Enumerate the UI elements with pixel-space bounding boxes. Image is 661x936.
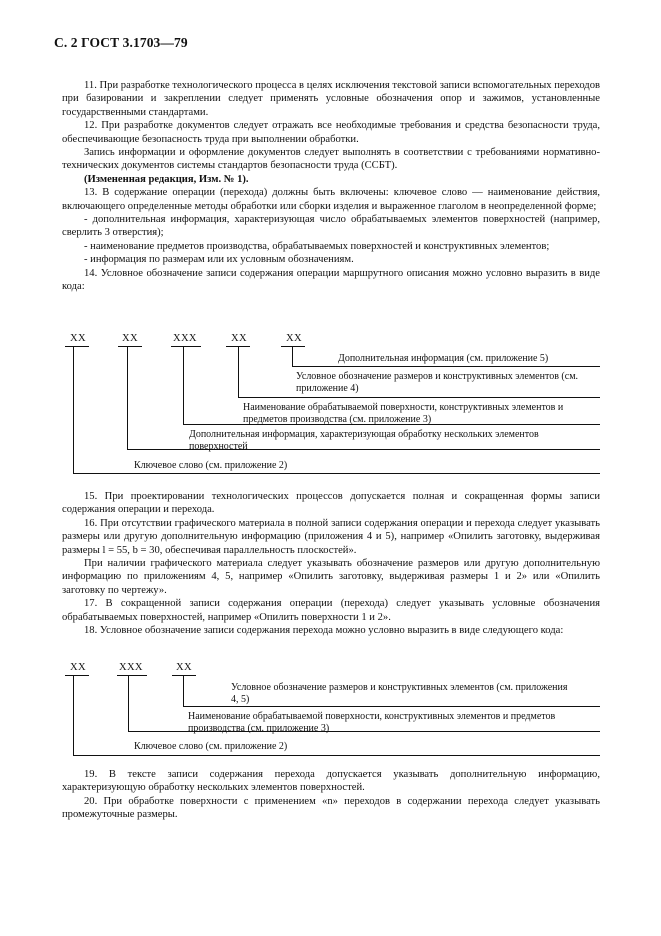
label2-key-word: Ключевое слово (см. приложение 2) [134, 741, 288, 752]
list-item-production-items: - наименование предметов производства, обрабатываемых поверхностей и конструктивных элементов; [84, 240, 550, 252]
label-surface-name: Наименование обрабатываемой поверхности, конструктивных элементов и предметов производства (см. приложение 3) [243, 402, 564, 425]
label2-dimensions: Условное обозначение размеров и конструктивных элементов (см. приложения 4, 5) [231, 682, 568, 705]
paragraph-20: 20. При обработке поверхности с применением «n» переходов в содержании перехода следует указывать промежуточные размеры. [62, 795, 600, 821]
label-dimensions: Условное обозначение размеров и конструктивных элементов (см. приложение 4) [296, 371, 579, 394]
paragraph-14: 14. Условное обозначение записи содержания операции маршрутного описания можно условно выразить в виде кода: [62, 267, 600, 293]
paragraph-16: 16. При отсутствии графического материала в полной записи содержания операции и перехода следует указывать размеры или другую дополнительную информацию (приложения 4 и 5), например «Опилить заготовку, выдерживая размеры l = 55, b = 30, обеспечивая параллельность плоскостей». [62, 517, 600, 556]
paragraph-ssbt: Запись информации и оформление документов следует выполнять в соответствии с требованиями нормативно-технических документов системы стандартов безопасности труда (ССБТ). [62, 147, 600, 172]
code2-dimensions: ХХ [176, 662, 192, 673]
amendment-note: (Измененная редакция, Изм. № 1). [84, 173, 249, 185]
paragraph-11: 11. При разработке технологического процесса в целях исключения текстовой записи вспомогательных переходов при базировании и закреплении следует применять условные обозначения опор и зажимов, установленные государственными стандартами. [62, 80, 600, 118]
paragraph-17: 17. В сокращенной записи содержания операции (перехода) следует указывать условные обозначения обрабатываемых поверхностей, например «Опилить поверхности 1 и 2». [62, 598, 600, 623]
paragraph-graphic: При наличии графического материала следует указывать обозначение размеров или другую дополнительную информацию по приложениям 4, 5, например «Опилить заготовку, выдерживая размеры 1 и 2» или «Опилить заготовку по чертежу». [62, 558, 600, 596]
code-surface-name: ХХХ [173, 333, 197, 344]
label2-surface-name: Наименование обрабатываемой поверхности, конструктивных элементов и предметов производства (см. приложение 3) [188, 711, 556, 734]
label-extra-info: Дополнительная информация (см. приложение 5) [338, 353, 549, 364]
text-block-3 [62, 768, 600, 822]
text-block-1 [62, 79, 600, 294]
code-dimensions: ХХ [231, 333, 247, 344]
paragraph-19: 19. В тексте записи содержания перехода допускается указывать дополнительную информацию, характеризующую обработку нескольких элементов поверхностей. [62, 769, 600, 794]
list-item-additional-info: - дополнительная информация, характеризующая число обрабатываемых элементов поверхностей (например, сверлить 3 отверстия); [62, 214, 600, 239]
code-key-word: ХХ [70, 333, 86, 344]
paragraph-12: 12. При разработке документов следует отражать все необходимые требования и средства безопасности труда, обеспечивающие безопасность труда при выполнении обработки. [62, 120, 600, 145]
paragraph-13: 13. В содержание операции (перехода) должны быть включены: ключевое слово — наименование действия, включающего определенные методы обработки или сборки изделия и выраженное глаголом в неопределенной форме; [62, 187, 600, 212]
paragraph-18: 18. Условное обозначение записи содержания перехода можно условно выразить в виде следующего кода: [84, 625, 564, 637]
label-additional-info: Дополнительная информация, характеризующая обработку нескольких элементов поверхностей [189, 429, 539, 452]
code-extra-info: ХХ [286, 333, 302, 344]
code-additional-info: ХХ [122, 333, 138, 344]
code2-key-word: ХХ [70, 662, 86, 673]
list-item-dimensions: - информация по размерам или их условным обозначениям. [84, 254, 354, 266]
code2-surface-name: ХХХ [119, 662, 143, 673]
paragraph-15: 15. При проектировании технологических процессов допускается полная и сокращенная формы записи содержания операции и перехода. [62, 491, 600, 516]
text-block-2 [62, 490, 600, 637]
page-header: С. 2 ГОСТ 3.1703—79 [54, 35, 188, 50]
label-key-word: Ключевое слово (см. приложение 2) [134, 460, 288, 471]
